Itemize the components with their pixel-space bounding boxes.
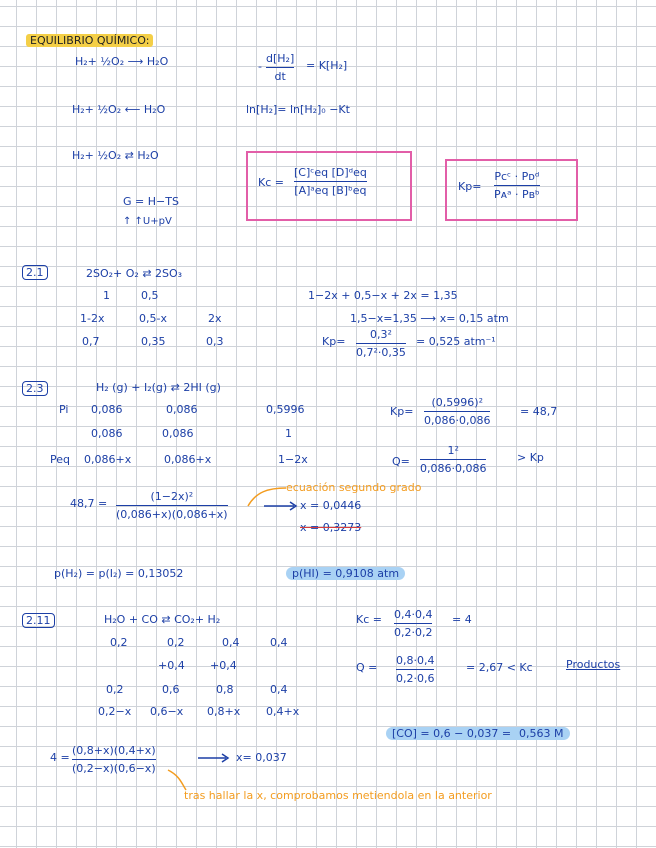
ex3-kc-result: = 4 <box>452 613 472 626</box>
arrow-right-icon <box>196 752 236 764</box>
ex2-p-h2: p(H₂) = p(I₂) = 0,13052 <box>54 567 184 580</box>
ex3-r3c2: 0,6 <box>162 683 180 696</box>
ex2-r2c2: 0,086 <box>162 427 194 440</box>
gibbs-equation: G = H−TS <box>123 195 179 208</box>
ex2-pi-label: Pi <box>59 403 69 416</box>
ex2-r3c2: 0,086+x <box>164 453 212 466</box>
ex3-products-label: Productos <box>566 658 621 671</box>
ex3-r1c4: 0,4 <box>270 636 288 649</box>
ex3-r4c1: 0,2−x <box>98 705 132 718</box>
ex1-r2c1: 1-2x <box>80 312 105 325</box>
kp-label: Kp= <box>458 180 482 193</box>
ln-equation: ln[H₂]= ln[H₂]₀ −Kt <box>246 103 350 116</box>
page-title: EQUILIBRIO QUÍMICO: <box>26 35 153 46</box>
ex2-x2: x = 0,3273 <box>300 521 362 534</box>
ex3-r2c4: +0,4 <box>210 659 237 672</box>
ex2-kp-label: Kp= <box>390 405 414 418</box>
ex2-q-label: Q= <box>392 455 410 468</box>
ex2-x1: x = 0,0446 <box>300 499 362 512</box>
ex3-r2c3: +0,4 <box>158 659 185 672</box>
ex2-note: ecuación segundo grado <box>286 481 422 494</box>
ex3-co-equation: [CO] = 0,6 − 0,037 = 0,563 M <box>386 728 570 739</box>
kc-fraction: [C]ᶜeq [D]ᵈeq [A]ᵃeq [B]ᵇeq <box>294 166 367 197</box>
rate-law: = K[H₂] <box>306 59 348 72</box>
ex1-r3c1: 0,7 <box>82 335 100 348</box>
ex3-r1c2: 0,2 <box>167 636 185 649</box>
ex3-r4c2: 0,6−x <box>150 705 184 718</box>
ex1-kp-result: = 0,525 atm⁻¹ <box>416 335 496 348</box>
ex1-reaction: 2SO₂+ O₂ ⇄ 2SO₃ <box>86 267 183 280</box>
exercise-label: 2.1 <box>22 265 48 280</box>
gibbs-arrows: ↑ ↑U+pV <box>123 216 172 227</box>
ex1-r2c2: 0,5-x <box>139 312 167 325</box>
ex3-kc-label: Kc = <box>356 613 382 626</box>
ex3-q-label: Q = <box>356 661 378 674</box>
ex3-r3c3: 0,8 <box>216 683 234 696</box>
ex2-kp-result: = 48,7 <box>520 405 558 418</box>
ex2-r3c1: 0,086+x <box>84 453 132 466</box>
ex1-r1c2: 0,5 <box>141 289 159 302</box>
ex1-r3c2: 0,35 <box>141 335 166 348</box>
ex3-r4c3: 0,8+x <box>207 705 241 718</box>
ex1-sum-equation: 1−2x + 0,5−x + 2x = 1,35 <box>308 289 458 302</box>
ex3-note: tras hallar la x, comprobamos metiendola en la anterior <box>184 789 492 802</box>
ex2-peq-label: Peq <box>50 453 70 466</box>
ex3-r3c1: 0,2 <box>106 683 124 696</box>
ex2-r2c3: 1 <box>285 427 292 440</box>
ex3-eq-label: 4 = <box>50 751 70 764</box>
ex3-r4c4: 0,4+x <box>266 705 300 718</box>
kc-label: Kc = <box>258 176 284 189</box>
ex3-kc-fraction: 0,4·0,4 0,2·0,2 <box>394 608 433 639</box>
reaction-forward: H₂+ ½O₂ ⟶ H₂O <box>75 55 169 68</box>
ex1-r2c3: 2x <box>208 312 222 325</box>
ex2-kp-fraction: (0,5996)² 0,086·0,086 <box>424 396 491 427</box>
ex2-r1c2: 0,086 <box>166 403 198 416</box>
ex2-r1c1: 0,086 <box>91 403 123 416</box>
ex2-r3c3: 1−2x <box>278 453 308 466</box>
ex2-q-fraction: 1² 0,086·0,086 <box>420 444 487 475</box>
ex3-q-result: = 2,67 < Kc <box>466 661 533 674</box>
ex3-r3c4: 0,4 <box>270 683 288 696</box>
ex3-r1c1: 0,2 <box>110 636 128 649</box>
ex1-r1c1: 1 <box>103 289 110 302</box>
ex2-eq-fraction: (1−2x)² (0,086+x)(0,086+x) <box>116 490 228 521</box>
ex2-p-hi: p(HI) = 0,9108 atm <box>286 568 405 579</box>
ex1-kp-label: Kp= <box>322 335 346 348</box>
rate-dash: - <box>258 60 262 73</box>
ex3-reaction: H₂O + CO ⇄ CO₂+ H₂ <box>104 613 221 626</box>
ex1-r3c3: 0,3 <box>206 335 224 348</box>
ex2-reaction: H₂ (g) + I₂(g) ⇄ 2HI (g) <box>96 381 221 394</box>
ex2-eq-label: 48,7 = <box>70 497 108 510</box>
ex3-q-fraction: 0,8·0,4 0,2·0,6 <box>396 654 435 685</box>
ex3-eq-fraction: (0,8+x)(0,4+x) (0,2−x)(0,6−x) <box>72 744 156 775</box>
ex2-r2c1: 0,086 <box>91 427 123 440</box>
reaction-reverse: H₂+ ½O₂ ⟵ H₂O <box>72 103 166 116</box>
ex3-x-result: x= 0,037 <box>236 751 287 764</box>
ex2-q-result: > Kp <box>517 451 544 464</box>
rate-fraction: d[H₂] dt <box>266 52 295 83</box>
ex1-kp-fraction: 0,3² 0,7²·0,35 <box>356 328 406 359</box>
exercise-label: 2.11 <box>22 613 55 628</box>
ex3-r1c3: 0,4 <box>222 636 240 649</box>
exercise-label: 2.3 <box>22 381 48 396</box>
arrow-right-icon <box>262 500 302 512</box>
reaction-equilibrium: H₂+ ½O₂ ⇄ H₂O <box>72 149 159 162</box>
ex1-x-equation: 1,5−x=1,35 ⟶ x= 0,15 atm <box>350 312 509 325</box>
ex2-r1c3: 0,5996 <box>266 403 305 416</box>
kp-fraction: Pᴄᶜ · Pᴅᵈ Pᴀᵃ · Pʙᵇ <box>494 170 540 201</box>
